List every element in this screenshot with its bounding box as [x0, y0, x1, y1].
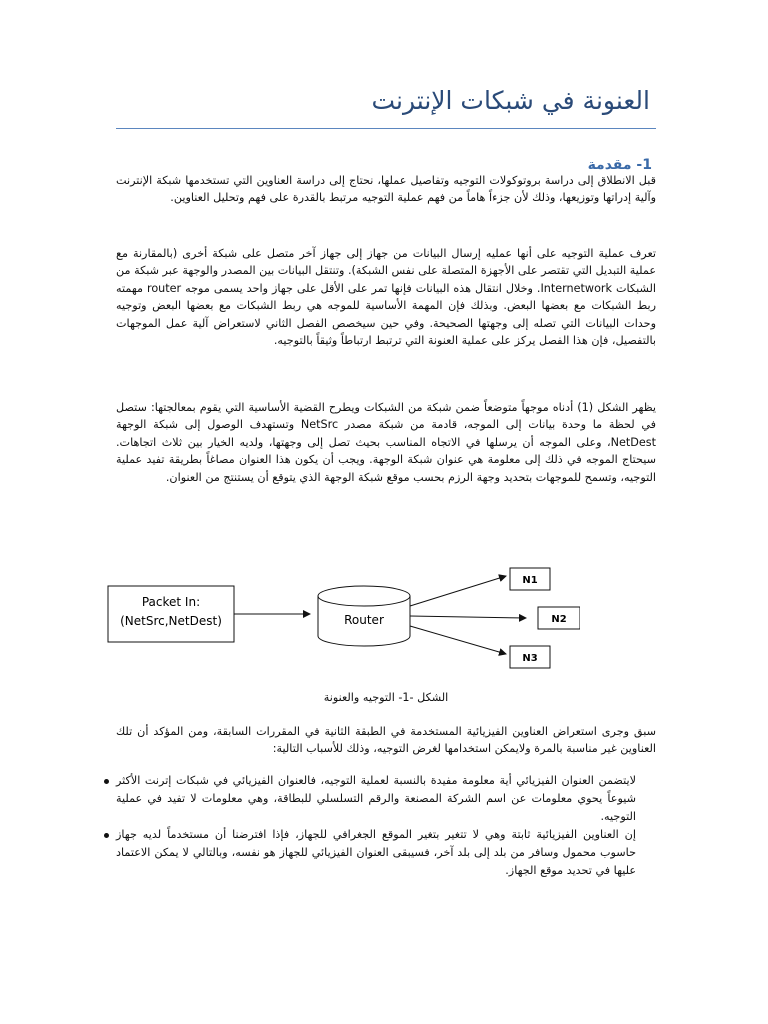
- list-item-text: إن العناوين الفيزيائية ثابتة وهي لا تتغير بتغير الموقع الجغرافي للجهاز، فإذا افترضنا أن مستخدماً لديه جهاز حاسوب محمول وسافر من بلد إلى بلد آخر، فسيبقى العنوان الفيزيائي للجهاز هو نفسه، وبالتالي لا يمكن الاعتماد عليها في تحديد موقع الجهاز.: [116, 828, 636, 877]
- reasons-list: [116, 772, 636, 880]
- paragraph-intro: قبل الانطلاق إلى دراسة بروتوكولات التوجيه وتفاصيل عملها، نحتاج إلى دراسة العناوين التي تستخدمها شبكة الإنترنت وآلية إدراتها وتوزيعها، وذلك لأن جزءاً هاماً من فهم عملية التوجيه مرتبط بالقدرة على فهم وتحليل العناوين.: [116, 174, 656, 205]
- figure-caption: الشكل -1- التوجيه والعنونة: [323, 691, 449, 704]
- packet-label-line2: (NetSrc,NetDest): [120, 614, 222, 628]
- paragraph-physical-addresses: سبق وجرى استعراض العناوين الفيزيائية المستخدمة في الطبقة الثانية في المقررات السابقة، ومن المؤكد أن تلك العناوين غير مناسبة بالمرة ولايمكن استخدامها لغرض التوجيه، وذلك للأسباب التالية:: [116, 725, 656, 756]
- paragraph-routing: تعرف عملية التوجيه على أنها عمليه إرسال البيانات من جهاز إلى جهاز آخر متصل على شبكة أخرى (بالمقارنة مع عملية التبديل التي تقتصر على الأجهزة المتصلة على نفس الشبكة). وتنتقل البيانات بين المصدر والوجهة عبر شبكة من الشبكات Internetwork. وخلال انتقال هذه البيانات فإنها تمر على الأقل على جهاز واحد يسمى موجه router مهمته ربط الشبكات مع بعضها البعض. وبذلك فإن المهمة الأساسية للموجه هي ربط الشبكات مع بعضها البعض وتوجيه وحدات البيانات التي تصله إلى وجهتها الصحيحة. وفي حين سيخصص الفصل الثاني لاستعراض آلية عمل الموجهات بالتفصيل، فإن هذا الفصل يركز على عملية العنونة التي ترتبط ارتباطاً وثيقاً بالتوجيه.: [116, 247, 656, 348]
- page-title: العنونة في شبكات الإنترنت: [371, 86, 650, 115]
- section-heading: 1- مقدمة: [587, 157, 652, 173]
- arrow-to-n1: [410, 576, 506, 606]
- list-item-text: لايتضمن العنوان الفيزيائي أية معلومة مفيدة بالنسبة لعملية التوجيه، فالعنوان الفيزيائي في شبكات إترنت الأكثر شيوعاً يحوي معلومات عن اسم الشركة المصنعة والرقم التسلسلي للبطاقة، وهي معلومات لا تفيد في عملية التوجيه.: [116, 774, 636, 823]
- list-item: [116, 826, 636, 880]
- node-n2-label: N2: [551, 614, 567, 625]
- arrow-to-n3: [410, 626, 506, 654]
- routing-diagram: [100, 562, 580, 682]
- list-item: [116, 772, 636, 826]
- router-label: Router: [344, 613, 384, 627]
- node-n1-label: N1: [522, 575, 538, 586]
- bullet-icon: [104, 779, 109, 784]
- arrow-to-n2: [410, 616, 526, 618]
- bullet-icon: [104, 833, 109, 838]
- paragraph-figure-intro: يظهر الشكل (1) أدناه موجهاً متوضعاً ضمن شبكة من الشبكات ويطرح القضية الأساسية التي يقوم بمعالجتها: ستصل في لحظة ما وحدة بيانات إلى الموجه، قادمة من شبكة مصدر NetSrc وتستهدف الوصول إلى شبكة الوجهة NetDest، وعلى الموجه أن يرسلها في الاتجاه المناسب بحيث تصل إلى وجهتها، ولديه الخيار بين ثلاث اتجاهات. سيحتاج الموجه في ذلك إلى معلومة هي عنوان شبكة الوجهة. ويجب أن يكون هذا العنوان مصاغاً بطريقة تفيد عملية التوجيه، وتسمح للموجهات بتحديد وجهة الرزم بحسب موقع شبكة الوجهة الذي يتوقع أن يستنتج من العنوان.: [116, 401, 657, 484]
- title-underline: [116, 128, 656, 129]
- node-n3-label: N3: [522, 653, 538, 664]
- packet-label-line1: Packet In:: [141, 595, 201, 609]
